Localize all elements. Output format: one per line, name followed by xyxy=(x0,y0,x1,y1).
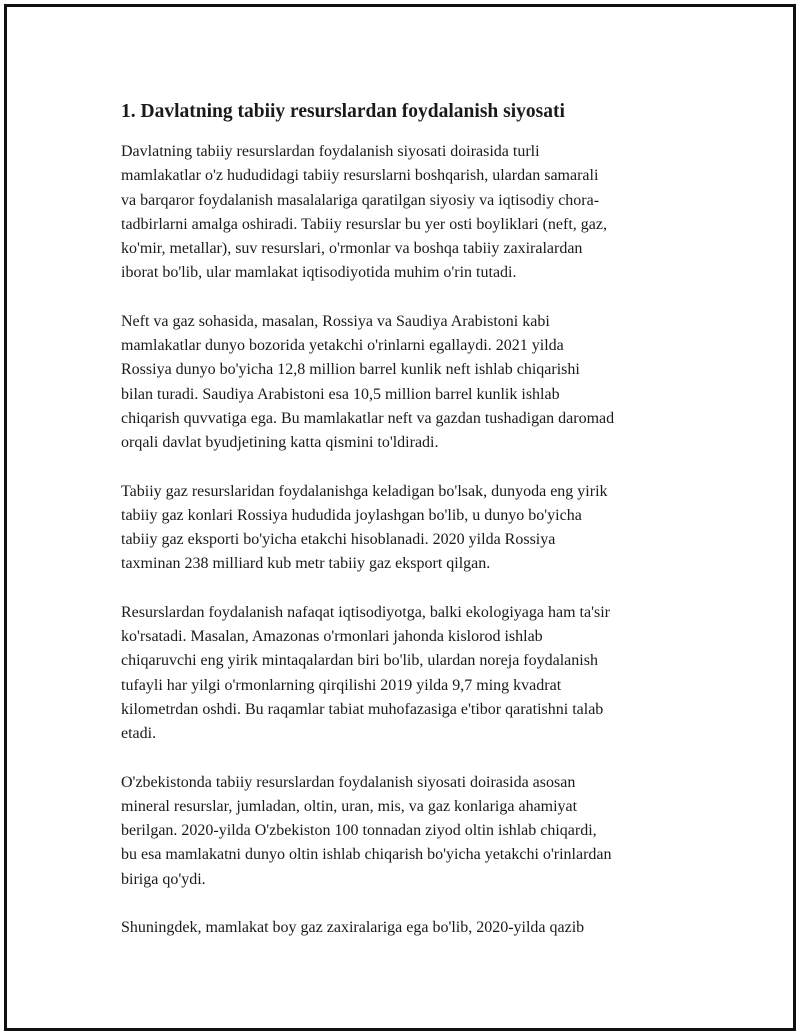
text-line: iborat bo'lib, ular mamlakat iqtisodiyotida muhim o'rin tutadi. xyxy=(121,264,517,282)
text-line: mamlakatlar o'z hududidagi tabiiy resurslarni boshqarish, ulardan samarali xyxy=(121,167,599,185)
text-line: tadbirlarni amalga oshiradi. Tabiiy resurslar bu yer osti boyliklari (neft, gaz, xyxy=(121,215,607,233)
paragraph-6 xyxy=(121,916,701,940)
text-line: va barqaror foydalanish masalalariga qaratilgan siyosiy va iqtisodiy chora- xyxy=(121,191,600,209)
text-line: etadi. xyxy=(121,725,157,743)
text-line: bu esa mamlakatni dunyo oltin ishlab chiqarish bo'yicha yetakchi o'rinlardan xyxy=(121,846,612,864)
text-line: chiqarish quvvatiga ega. Bu mamlakatlar neft va gazdan tushadigan daromad xyxy=(121,409,615,427)
text-line: chiqaruvchi eng yirik mintaqalardan biri bo'lib, ulardan noreja foydalanish xyxy=(121,652,598,670)
paragraph-5 xyxy=(121,771,701,892)
text-line: Resurslardan foydalanish nafaqat iqtisodiyotga, balki ekologiyaga ham ta'sir xyxy=(121,603,610,621)
page-frame xyxy=(4,4,796,1031)
text-line: Shuningdek, mamlakat boy gaz zaxiralariga ega bo'lib, 2020-yilda qazib xyxy=(121,919,585,937)
text-line: tabiiy gaz konlari Rossiya hududida joylashgan bo'lib, u dunyo bo'yicha xyxy=(121,506,582,524)
document-body xyxy=(121,100,701,964)
text-line: mamlakatlar dunyo bozorida yetakchi o'rinlarni egallaydi. 2021 yilda xyxy=(121,337,564,355)
paragraph-4 xyxy=(121,601,701,747)
text-line: berilgan. 2020-yilda O'zbekiston 100 tonnadan ziyod oltin ishlab chiqardi, xyxy=(121,822,597,840)
text-line: ko'rsatadi. Masalan, Amazonas o'rmonlari jahonda kislorod ishlab xyxy=(121,628,543,646)
text-line: Tabiiy gaz resurslaridan foydalanishga keladigan bo'lsak, dunyoda eng yirik xyxy=(121,482,608,500)
paragraph-2 xyxy=(121,310,701,456)
text-line: tabiiy gaz eksporti bo'yicha etakchi hisoblanadi. 2020 yilda Rossiya xyxy=(121,531,556,549)
text-line: bilan turadi. Saudiya Arabistoni esa 10,5 million barrel kunlik ishlab xyxy=(121,385,560,403)
text-line: O'zbekistonda tabiiy resurslardan foydalanish siyosati doirasida asosan xyxy=(121,773,576,791)
text-line: Davlatning tabiiy resurslardan foydalanish siyosati doirasida turli xyxy=(121,143,540,160)
text-line: Rossiya dunyo bo'yicha 12,8 million barrel kunlik neft ishlab chiqarishi xyxy=(121,361,580,379)
paragraph-1 xyxy=(121,140,701,286)
paragraph-3 xyxy=(121,480,701,577)
text-line: Neft va gaz sohasida, masalan, Rossiya va Saudiya Arabistoni kabi xyxy=(121,312,550,330)
text-line: biriga qo'ydi. xyxy=(121,870,206,888)
document-title: 1. Davlatning tabiiy resurslardan foydalanish siyosati xyxy=(121,101,565,122)
text-line: mineral resurslar, jumladan, oltin, uran, mis, va gaz konlariga ahamiyat xyxy=(121,797,578,815)
text-line: ko'mir, metallar), suv resurslari, o'rmonlar va boshqa tabiiy zaxiralardan xyxy=(121,240,583,258)
text-line: taxminan 238 milliard kub metr tabiiy gaz eksport qilgan. xyxy=(121,555,491,573)
text-line: kilometrdan oshdi. Bu raqamlar tabiat muhofazasiga e'tibor qaratishni talab xyxy=(121,700,604,718)
text-line: tufayli har yilgi o'rmonlarning qirqilishi 2019 yilda 9,7 ming kvadrat xyxy=(121,676,562,694)
text-line: orqali davlat byudjetining katta qismini to'ldiradi. xyxy=(121,434,439,452)
